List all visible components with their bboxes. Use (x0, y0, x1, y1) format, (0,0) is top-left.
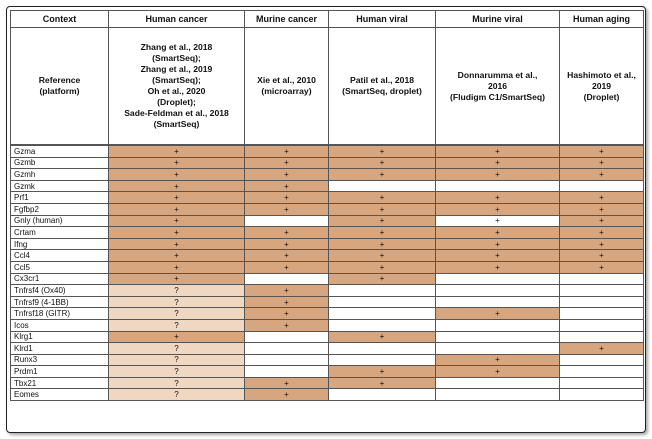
table-row (11, 389, 644, 401)
gene-cell: + (245, 285, 329, 297)
gene-name: Tnfrsf4 (Ox40) (11, 285, 109, 297)
gene-name: Ifng (11, 238, 109, 250)
gene-cell (560, 308, 644, 320)
gene-cell: + (560, 145, 644, 157)
gene-cell: + (329, 227, 436, 239)
gene-cell: + (560, 192, 644, 204)
gene-cell: + (436, 192, 560, 204)
gene-cell: ? (109, 366, 245, 378)
gene-cell: + (560, 215, 644, 227)
header-murine-cancer: Murine cancer (245, 11, 329, 28)
gene-cell: + (329, 203, 436, 215)
table-row (11, 215, 644, 227)
gene-cell: + (245, 192, 329, 204)
gene-cell: + (329, 331, 436, 343)
table-row (11, 319, 644, 331)
gene-cell: + (436, 250, 560, 262)
gene-cell: + (109, 331, 245, 343)
gene-cell (329, 180, 436, 192)
gene-name: Klrg1 (11, 331, 109, 343)
gene-name: Gzmb (11, 157, 109, 169)
gene-cell (245, 215, 329, 227)
gene-cell (245, 366, 329, 378)
header-human-viral: Human viral (329, 11, 436, 28)
table-row (11, 238, 644, 250)
gene-cell (329, 319, 436, 331)
gene-cell (329, 296, 436, 308)
gene-cell: + (109, 261, 245, 273)
gene-cell: ? (109, 285, 245, 297)
reference-murine-cancer: Xie et al., 2010 (microarray) (245, 28, 329, 146)
gene-name: Tbx21 (11, 377, 109, 389)
gene-cell: + (329, 273, 436, 285)
gene-cell: + (329, 215, 436, 227)
table-row (11, 366, 644, 378)
gene-cell: + (329, 157, 436, 169)
gene-cell: + (329, 261, 436, 273)
header-context: Context (11, 11, 109, 28)
table-row (11, 227, 644, 239)
gene-cell: + (245, 157, 329, 169)
reference-human-aging: Hashimoto et al., 2019 (Droplet) (560, 28, 644, 146)
reference-human-cancer: Zhang et al., 2018 (SmartSeq); Zhang et al., 2019 (SmartSeq); Oh et al., 2020 (Droplet); Sade-Feldman et al., 2018 (SmartSeq) (109, 28, 245, 146)
table-row (11, 285, 644, 297)
table-row (11, 192, 644, 204)
gene-cell (436, 343, 560, 355)
gene-cell: + (245, 145, 329, 157)
gene-cell: ? (109, 354, 245, 366)
gene-cell: + (245, 261, 329, 273)
gene-cell: + (436, 169, 560, 181)
gene-cell: + (109, 227, 245, 239)
gene-cell: + (436, 238, 560, 250)
table-frame (6, 6, 646, 433)
gene-cell: + (245, 377, 329, 389)
gene-cell (436, 377, 560, 389)
gene-name: Runx3 (11, 354, 109, 366)
gene-name: Icos (11, 319, 109, 331)
gene-cell: + (436, 203, 560, 215)
gene-cell: + (329, 238, 436, 250)
gene-cell (245, 343, 329, 355)
gene-cell: + (436, 157, 560, 169)
gene-cell (436, 180, 560, 192)
gene-cell (436, 319, 560, 331)
table-row (11, 157, 644, 169)
gene-name: Fgfbp2 (11, 203, 109, 215)
gene-cell: + (560, 203, 644, 215)
gene-cell: + (436, 366, 560, 378)
table-row (11, 145, 644, 157)
gene-name: Gzmk (11, 180, 109, 192)
header-human-cancer: Human cancer (109, 11, 245, 28)
gene-cell: + (436, 261, 560, 273)
header-murine-viral: Murine viral (436, 11, 560, 28)
gene-cell (329, 389, 436, 401)
gene-cell: + (245, 203, 329, 215)
gene-cell (560, 296, 644, 308)
table-row (11, 331, 644, 343)
table-row (11, 296, 644, 308)
gene-cell: ? (109, 296, 245, 308)
gene-name: Crtam (11, 227, 109, 239)
gene-name: Klrd1 (11, 343, 109, 355)
gene-cell (436, 285, 560, 297)
reference-row (11, 28, 644, 146)
gene-cell: + (245, 319, 329, 331)
gene-name: Tnfrsf18 (GITR) (11, 308, 109, 320)
gene-name: Ccl5 (11, 261, 109, 273)
gene-cell: + (436, 145, 560, 157)
table-row (11, 273, 644, 285)
gene-name: Prf1 (11, 192, 109, 204)
gene-cell: ? (109, 343, 245, 355)
gene-name: Gzmh (11, 169, 109, 181)
gene-cell (329, 285, 436, 297)
gene-cell: + (245, 238, 329, 250)
gene-cell: + (436, 354, 560, 366)
gene-cell: + (560, 261, 644, 273)
reference-murine-viral: Donnarumma et al., 2016 (Fludigm C1/SmartSeq) (436, 28, 560, 146)
gene-cell: + (436, 308, 560, 320)
gene-cell: + (560, 343, 644, 355)
gene-cell: + (109, 192, 245, 204)
gene-cell: + (329, 192, 436, 204)
gene-cell: + (245, 308, 329, 320)
gene-cell (560, 389, 644, 401)
gene-cell: + (245, 296, 329, 308)
gene-cell (329, 354, 436, 366)
reference-human-viral: Patil et al., 2018 (SmartSeq, droplet) (329, 28, 436, 146)
gene-cell: + (436, 227, 560, 239)
gene-cell (245, 354, 329, 366)
table-row (11, 354, 644, 366)
gene-name: Ccl4 (11, 250, 109, 262)
gene-cell (560, 285, 644, 297)
table-row (11, 180, 644, 192)
gene-cell: + (436, 215, 560, 227)
gene-cell (436, 296, 560, 308)
gene-cell: + (329, 377, 436, 389)
gene-cell (245, 331, 329, 343)
table-row (11, 203, 644, 215)
gene-cell: ? (109, 319, 245, 331)
gene-cell: + (109, 157, 245, 169)
gene-cell: + (109, 145, 245, 157)
gene-name: Cx3cr1 (11, 273, 109, 285)
gene-cell: + (329, 169, 436, 181)
gene-cell (560, 180, 644, 192)
gene-cell: + (109, 203, 245, 215)
gene-cell: + (109, 273, 245, 285)
gene-cell: + (560, 227, 644, 239)
gene-cell: + (109, 180, 245, 192)
gene-cell: + (245, 250, 329, 262)
gene-cell (436, 273, 560, 285)
gene-cell (560, 366, 644, 378)
gene-cell: + (329, 366, 436, 378)
gene-cell (560, 354, 644, 366)
gene-name: Gnly (human) (11, 215, 109, 227)
table-row (11, 377, 644, 389)
gene-cell: + (109, 169, 245, 181)
gene-cell: + (560, 169, 644, 181)
gene-cell: + (329, 145, 436, 157)
gene-cell: + (245, 169, 329, 181)
gene-cell (329, 308, 436, 320)
gene-cell (436, 331, 560, 343)
gene-cell (560, 331, 644, 343)
gene-name: Gzma (11, 145, 109, 157)
gene-cell: ? (109, 389, 245, 401)
gene-name: Prdm1 (11, 366, 109, 378)
gene-cell: + (329, 250, 436, 262)
gene-cell (245, 273, 329, 285)
gene-cell: + (560, 157, 644, 169)
header-row (11, 11, 644, 28)
gene-cell: + (245, 180, 329, 192)
header-human-aging: Human aging (560, 11, 644, 28)
gene-name: Eomes (11, 389, 109, 401)
gene-context-table (10, 10, 644, 401)
table-row (11, 261, 644, 273)
gene-cell: + (245, 389, 329, 401)
gene-cell (560, 273, 644, 285)
table-row (11, 308, 644, 320)
gene-cell (329, 343, 436, 355)
table-row (11, 250, 644, 262)
gene-cell (560, 377, 644, 389)
gene-cell: + (109, 238, 245, 250)
gene-cell: ? (109, 377, 245, 389)
gene-cell: ? (109, 308, 245, 320)
table-row (11, 343, 644, 355)
gene-cell: + (560, 238, 644, 250)
gene-cell (436, 389, 560, 401)
gene-cell (560, 319, 644, 331)
table-row (11, 169, 644, 181)
reference-label: Reference (platform) (11, 28, 109, 146)
gene-cell: + (109, 215, 245, 227)
gene-cell: + (560, 250, 644, 262)
gene-cell: + (245, 227, 329, 239)
gene-cell: + (109, 250, 245, 262)
gene-name: Tnfrsf9 (4-1BB) (11, 296, 109, 308)
